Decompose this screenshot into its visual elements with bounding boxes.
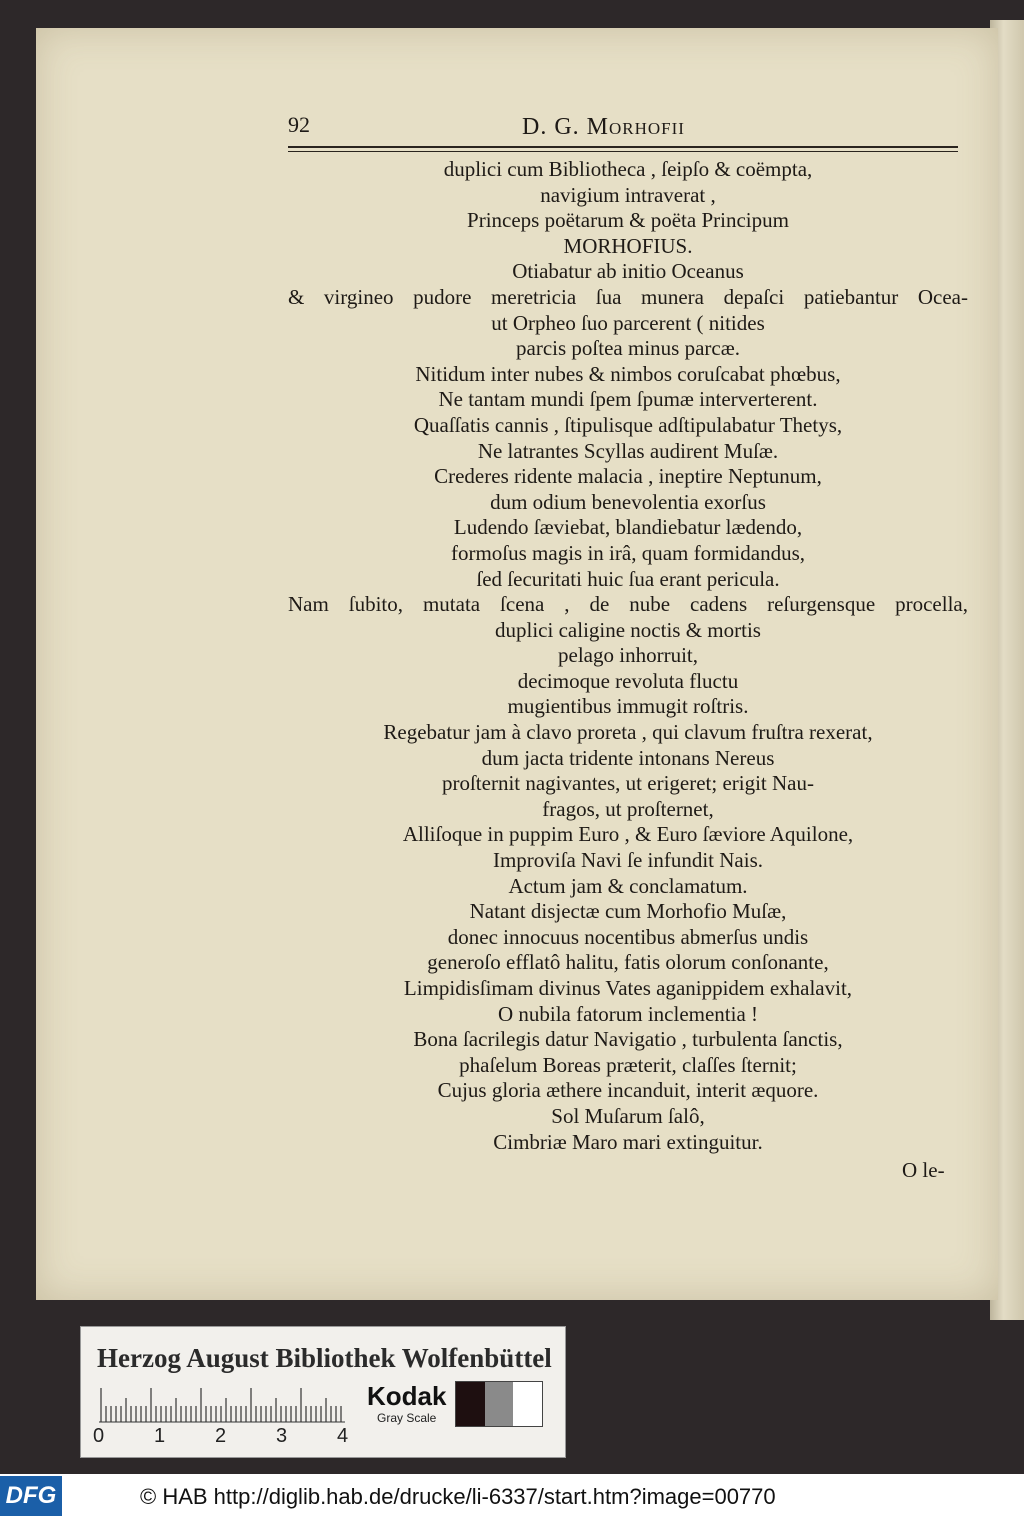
ruler-number: 3 (276, 1425, 288, 1447)
page-number: 92 (288, 112, 310, 137)
dfg-logo: DFG (0, 1476, 62, 1516)
text-line: mugientibus immugit roſtris. (507, 694, 749, 719)
text-line: dum odium benevolentia exorſus (490, 489, 766, 514)
ruler-number: 1 (154, 1425, 166, 1447)
gray-swatch (513, 1382, 542, 1426)
text-line: Princeps poëtarum & poëta Principum (467, 208, 789, 233)
text-line: Limpidisſimam divinus Vates aganippidem exhalavit, (403, 976, 853, 1000)
text-line: pelago inhorruit, (558, 643, 698, 668)
text-line: generoſo efflatô halitu, fatis olorum conſonante, (427, 950, 829, 975)
library-name: Herzog August Bibliothek Wolfenbüttel (97, 1343, 552, 1373)
text-line: Nam ſubito, mutata ſcena , de nube cadens reſurgensque procella, (288, 592, 968, 617)
text-line: ſed ſecuritati huic ſua erant pericula. (476, 566, 780, 591)
text-line: Alliſoque in puppim Euro , & Euro ſæviore Aquilone, (402, 822, 854, 847)
text-line: formoſus magis in irâ, quam formidandus, (450, 540, 806, 565)
text-line: parcis poſtea minus parcæ. (516, 336, 740, 361)
text-line: & virgineo pudore meretricia ſua munera depaſci patiebantur Ocea- (288, 284, 968, 309)
library-label (80, 1326, 566, 1458)
poem-text (288, 157, 968, 1155)
gray-swatch (456, 1382, 485, 1426)
text-line: duplici caligine noctis & mortis (495, 617, 761, 642)
scale-ruler (99, 1387, 345, 1423)
ruler-number: 0 (93, 1425, 105, 1447)
text-line: Bona ſacrilegis datur Navigatio , turbulenta ſanctis, (413, 1027, 843, 1052)
text-line: Improviſa Navi ſe infundit Nais. (492, 848, 764, 873)
gray-swatch (485, 1382, 514, 1426)
ruler-number: 2 (215, 1425, 227, 1447)
text-line: Crederes ridente malacia , ineptire Neptunum, (434, 464, 822, 489)
copyright-url: © HAB http://diglib.hab.de/drucke/li-6337/start.htm?image=00770 (140, 1484, 776, 1509)
text-line: Otiabatur ab initio Oceanus (512, 259, 744, 284)
text-line: Cujus gloria æthere incanduit, interit æquore. (437, 1078, 819, 1103)
text-line: MORHOFIUS. (563, 233, 693, 258)
text-line: dum jacta tridente intonans Nereus (481, 745, 775, 770)
text-line: O nubila fatorum inclementia ! (497, 1001, 759, 1026)
text-line: proſternit nagivantes, ut erigeret; erigit Nau- (441, 771, 815, 796)
text-line: Ne latrantes Scyllas audirent Muſæ. (477, 438, 779, 463)
text-line: navigium intraverat , (540, 182, 716, 207)
text-line: Natant disjectæ cum Morhofio Muſæ, (469, 899, 787, 924)
running-head: D. G. Morhofii (522, 114, 685, 140)
text-line: Nitidum inter nubes & nimbos coruſcabat phœbus, (415, 361, 841, 386)
gray-scale-caption: Gray Scale (377, 1411, 437, 1425)
text-line: duplici cum Bibliotheca , ſeipſo & coëmpta, (443, 157, 813, 181)
head-rule (288, 146, 958, 148)
text-line: Quaſſatis cannis , ſtipulisque adſtipulabatur Thetys, (413, 412, 843, 437)
text-line: Sol Muſarum ſalô, (551, 1103, 705, 1128)
text-line: ut Orpheo ſuo parcerent ( nitides (491, 310, 765, 335)
text-line: Cimbriæ Maro mari extinguitur. (493, 1129, 763, 1154)
text-line: decimoque revoluta fluctu (517, 668, 739, 693)
gray-swatches (455, 1381, 543, 1427)
ruler-number: 4 (337, 1425, 349, 1447)
kodak-brand: Kodak (367, 1381, 447, 1411)
text-line: donec innocuus nocentibus abmerſus undis (447, 924, 809, 949)
head-rule-thin (288, 151, 958, 152)
text-line: fragos, ut proſternet, (542, 796, 714, 821)
text-line: Actum jam & conclamatum. (508, 873, 748, 898)
text-line: phaſelum Boreas præterit, claſſes ſternit; (459, 1052, 797, 1077)
text-line: Ne tantam mundi ſpem ſpumæ interverterent. (438, 387, 818, 412)
text-line: Ludendo ſæviebat, blandiebatur lædendo, (453, 515, 803, 540)
catchword: O le- (902, 1158, 945, 1182)
text-line: Regebatur jam à clavo proreta , qui clavum fruſtra rexerat, (383, 720, 873, 745)
